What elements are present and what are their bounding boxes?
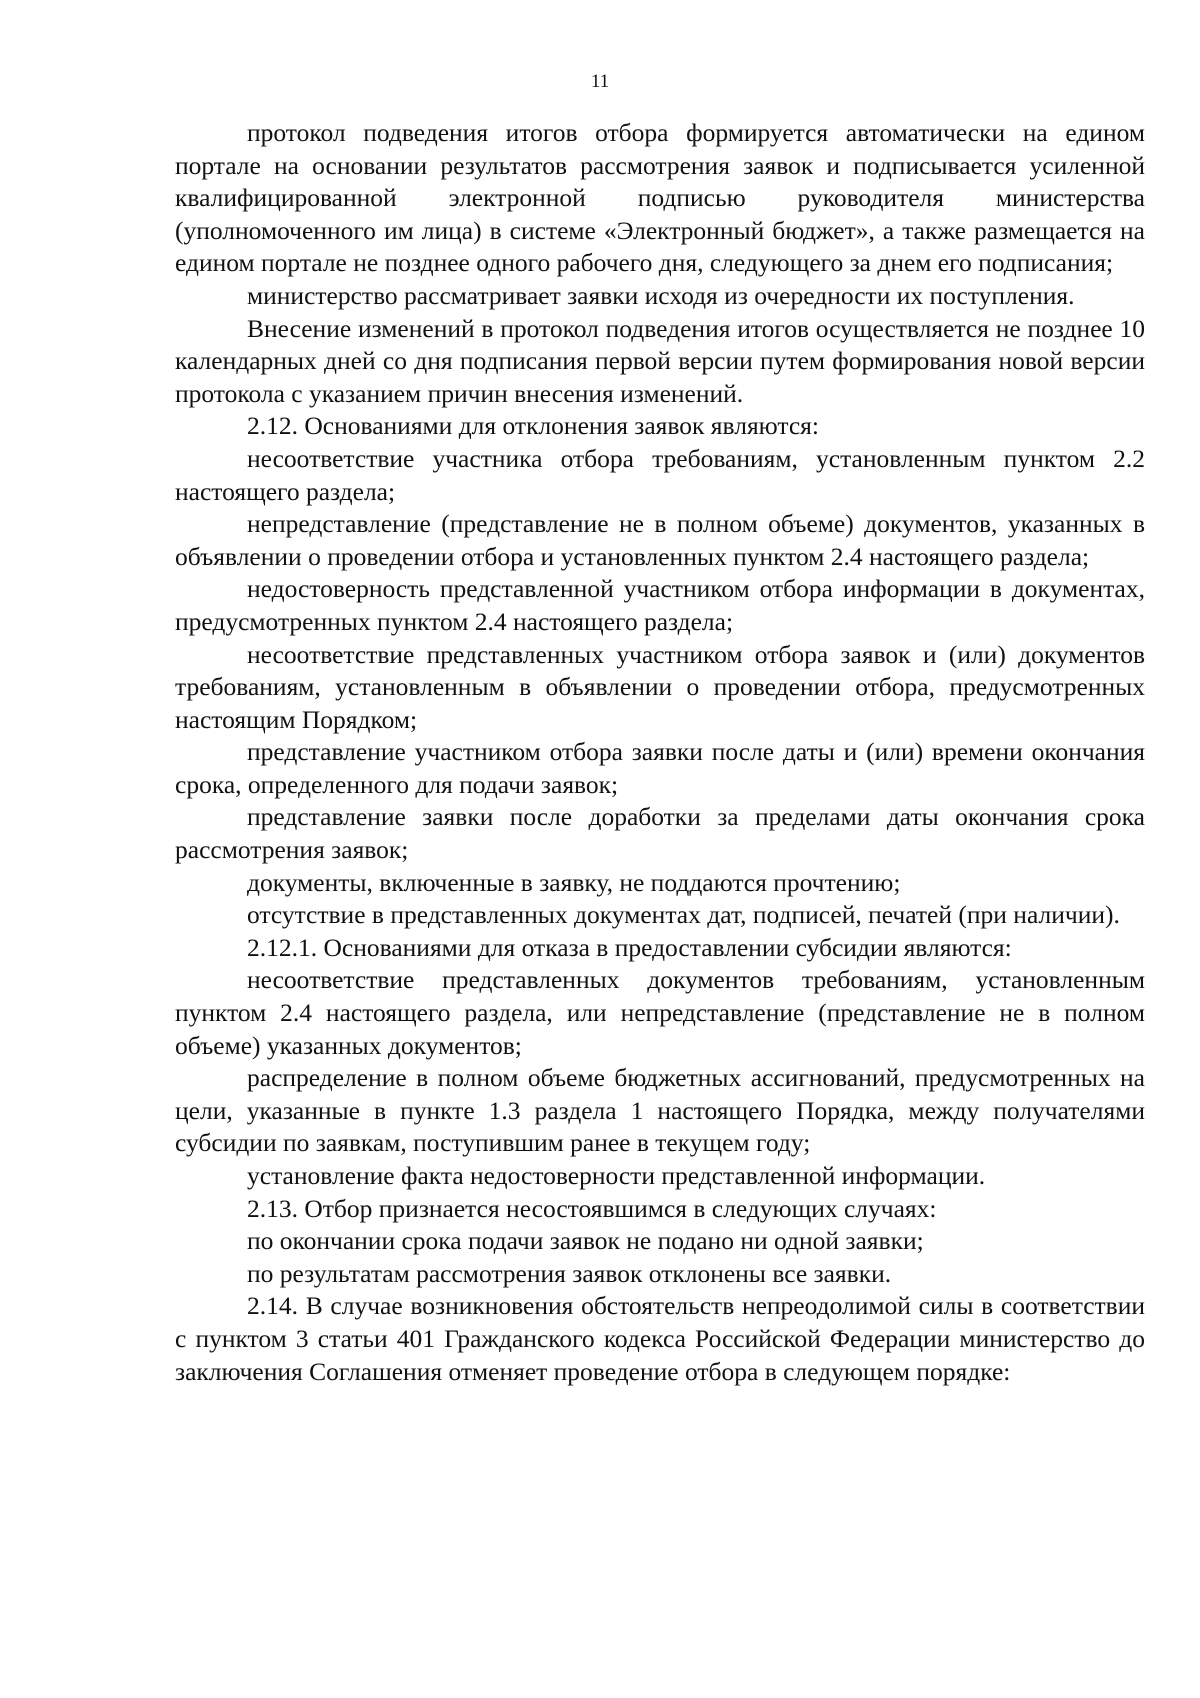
list-item-all-rejected: по результатам рассмотрения заявок отклонены все заявки. (247, 1258, 892, 1288)
section-2-12-heading: 2.12. Основаниями для отклонения заявок являются: (247, 411, 819, 441)
section-2-13-heading: 2.13. Отбор признается несостоявшимся в следующих случаях: (247, 1193, 937, 1223)
list-item-late-submission: представление участником отбора заявки после даты и (или) времени окончания срока, определенного для подачи заявок; (175, 737, 1145, 799)
list-item-participant-mismatch: несоответствие участника отбора требованиям, установленным пунктом 2.2 настоящего раздела; (175, 443, 1145, 506)
list-item-unreadable-documents: документы, включенные в заявку, не поддаются прочтению; (247, 867, 901, 897)
list-item-false-information: установление факта недостоверности представленной информации. (247, 1161, 986, 1190)
list-item-no-applications: по окончании срока подачи заявок не подано ни одной заявки; (247, 1226, 924, 1256)
paragraph-protocol-formation: протокол подведения итогов отбора формируется автоматически на едином портале на основании результатов рассмотрения заявок и подписывается усиленной квалифицированной электронной подписью руководителя министерства (уполномоченного им лица) в системе «Электронный бюджет», а также размещается на едином портале не позднее одного рабочего дня, следующего за днем его подписания; (175, 118, 1145, 278)
list-item-documents-noncompliance: несоответствие представленных документов требованиям, установленным пунктом 2.4 настоящего раздела, или непредставление (представление не в полном объеме) указанных документов; (175, 965, 1145, 1060)
paragraph-review-order: министерство рассматривает заявки исходя из очередности их поступления. (247, 280, 1075, 310)
body-text (175, 117, 1145, 1388)
list-item-missing-signatures: отсутствие в представленных документах дат, подписей, печатей (при наличии). (247, 900, 1120, 930)
list-item-unreliable-info: недостоверность представленной участником отбора информации в документах, предусмотренных пунктом 2.4 настоящего раздела; (175, 574, 1145, 636)
list-item-requirements-mismatch: несоответствие представленных участником отбора заявок и (или) документов требованиям, установленным в объявлении о проведении отбора, предусмотренных настоящим Порядком; (175, 639, 1145, 734)
paragraph-protocol-changes: Внесение изменений в протокол подведения итогов осуществляется не позднее 10 календарных дней со дня подписания первой версии путем формирования новой версии протокола с указанием причин внесения изменений. (175, 313, 1145, 408)
page-number: 11 (590, 71, 610, 92)
list-item-late-revision: представление заявки после доработки за пределами даты окончания срока рассмотрения заявок; (175, 802, 1145, 865)
list-item-documents-missing: непредставление (представление не в полном объеме) документов, указанных в объявлении о проведении отбора и установленных пунктом 2.4 настоящего раздела; (175, 509, 1145, 571)
section-2-12-1-heading: 2.12.1. Основаниями для отказа в предоставлении субсидии являются: (247, 932, 1012, 962)
section-2-14-paragraph: 2.14. В случае возникновения обстоятельств непреодолимой силы в соответствии с пунктом 3 статьи 401 Гражданского кодекса Российской Федерации министерство до заключения Соглашения отменяет проведение отбора в следующем порядке: (175, 1291, 1145, 1386)
list-item-budget-distributed: распределение в полном объеме бюджетных ассигнований, предусмотренных на цели, указанные в пункте 1.3 раздела 1 настоящего Порядка, между получателями субсидии по заявкам, поступившим ранее в текущем году; (175, 1063, 1145, 1158)
